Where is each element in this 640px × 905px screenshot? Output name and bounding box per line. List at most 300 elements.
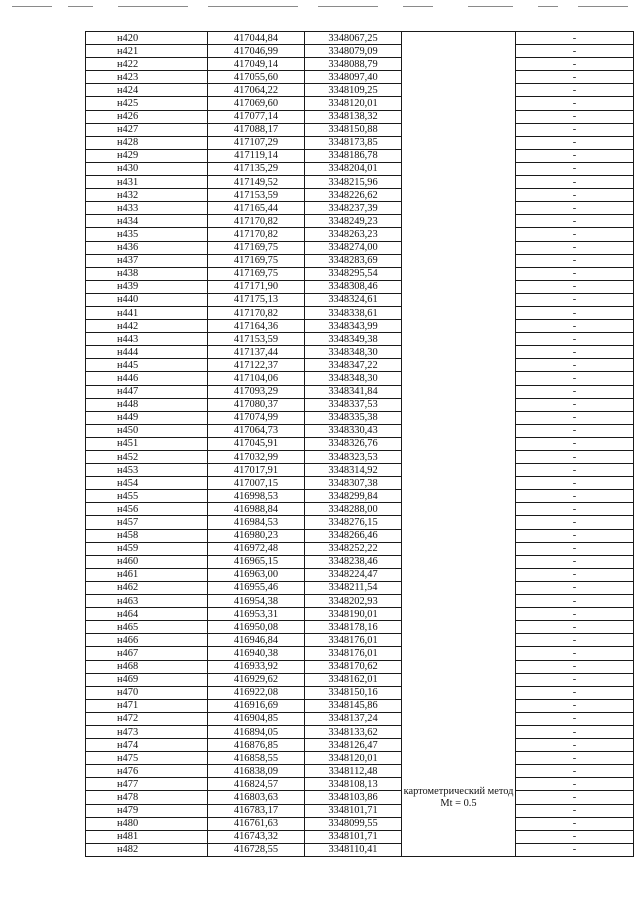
point-id-cell: н444 <box>86 346 208 359</box>
mark-cell: - <box>516 647 634 660</box>
x-coordinate-cell: 417093,29 <box>208 385 305 398</box>
y-coordinate-cell: 3348088,79 <box>305 58 402 71</box>
x-coordinate-cell: 417069,60 <box>208 97 305 110</box>
mark-cell: - <box>516 595 634 608</box>
point-id-cell: н479 <box>86 804 208 817</box>
mark-cell: - <box>516 398 634 411</box>
mark-cell: - <box>516 149 634 162</box>
y-coordinate-cell: 3348150,16 <box>305 686 402 699</box>
point-id-cell: н450 <box>86 424 208 437</box>
y-coordinate-cell: 3348103,86 <box>305 791 402 804</box>
table-row <box>86 595 634 608</box>
x-coordinate-cell: 417137,44 <box>208 346 305 359</box>
point-id-cell: н428 <box>86 136 208 149</box>
mark-cell: - <box>516 424 634 437</box>
coordinates-table <box>85 31 634 857</box>
x-coordinate-cell: 417169,75 <box>208 267 305 280</box>
point-id-cell: н460 <box>86 555 208 568</box>
mark-cell: - <box>516 385 634 398</box>
mark-cell: - <box>516 555 634 568</box>
mark-cell: - <box>516 725 634 738</box>
mark-cell: - <box>516 739 634 752</box>
point-id-cell: н423 <box>86 71 208 84</box>
table-row <box>86 804 634 817</box>
x-coordinate-cell: 416980,23 <box>208 529 305 542</box>
mark-cell: - <box>516 202 634 215</box>
y-coordinate-cell: 3348112,48 <box>305 765 402 778</box>
y-coordinate-cell: 3348138,32 <box>305 110 402 123</box>
point-id-cell: н445 <box>86 359 208 372</box>
x-coordinate-cell: 417169,75 <box>208 254 305 267</box>
y-coordinate-cell: 3348249,23 <box>305 215 402 228</box>
y-coordinate-cell: 3348324,61 <box>305 293 402 306</box>
y-coordinate-cell: 3348274,00 <box>305 241 402 254</box>
mark-cell: - <box>516 84 634 97</box>
x-coordinate-cell: 416963,00 <box>208 568 305 581</box>
x-coordinate-cell: 417064,22 <box>208 84 305 97</box>
point-id-cell: н462 <box>86 581 208 594</box>
table-row <box>86 503 634 516</box>
table-row <box>86 621 634 634</box>
table-row <box>86 568 634 581</box>
point-id-cell: н430 <box>86 162 208 175</box>
mark-cell: - <box>516 254 634 267</box>
x-coordinate-cell: 417017,91 <box>208 464 305 477</box>
point-id-cell: н452 <box>86 451 208 464</box>
table-row <box>86 542 634 555</box>
mark-cell: - <box>516 411 634 424</box>
table-row <box>86 254 634 267</box>
point-id-cell: н441 <box>86 306 208 319</box>
x-coordinate-cell: 417170,82 <box>208 306 305 319</box>
x-coordinate-cell: 416803,63 <box>208 791 305 804</box>
table-row <box>86 162 634 175</box>
point-id-cell: н474 <box>86 739 208 752</box>
x-coordinate-cell: 416761,63 <box>208 817 305 830</box>
point-id-cell: н440 <box>86 293 208 306</box>
table-row <box>86 424 634 437</box>
table-row <box>86 123 634 136</box>
x-coordinate-cell: 417088,17 <box>208 123 305 136</box>
mark-cell: - <box>516 306 634 319</box>
point-id-cell: н454 <box>86 477 208 490</box>
x-coordinate-cell: 417170,82 <box>208 228 305 241</box>
x-coordinate-cell: 417104,06 <box>208 372 305 385</box>
table-row <box>86 686 634 699</box>
point-id-cell: н424 <box>86 84 208 97</box>
mark-cell: - <box>516 372 634 385</box>
table-row <box>86 791 634 804</box>
mark-cell: - <box>516 529 634 542</box>
point-id-cell: н427 <box>86 123 208 136</box>
mark-cell: - <box>516 320 634 333</box>
point-id-cell: н435 <box>86 228 208 241</box>
mark-cell: - <box>516 45 634 58</box>
mark-cell: - <box>516 660 634 673</box>
y-coordinate-cell: 3348348,30 <box>305 346 402 359</box>
x-coordinate-cell: 417064,73 <box>208 424 305 437</box>
mark-cell: - <box>516 791 634 804</box>
mark-cell: - <box>516 608 634 621</box>
mark-cell: - <box>516 97 634 110</box>
mark-cell: - <box>516 215 634 228</box>
y-coordinate-cell: 3348101,71 <box>305 804 402 817</box>
x-coordinate-cell: 416946,84 <box>208 634 305 647</box>
y-coordinate-cell: 3348338,61 <box>305 306 402 319</box>
x-coordinate-cell: 416972,48 <box>208 542 305 555</box>
table-row <box>86 437 634 450</box>
x-coordinate-cell: 416929,62 <box>208 673 305 686</box>
y-coordinate-cell: 3348348,30 <box>305 372 402 385</box>
table-row <box>86 817 634 830</box>
y-coordinate-cell: 3348211,54 <box>305 581 402 594</box>
point-id-cell: н477 <box>86 778 208 791</box>
y-coordinate-cell: 3348170,62 <box>305 660 402 673</box>
x-coordinate-cell: 417165,44 <box>208 202 305 215</box>
table-row <box>86 149 634 162</box>
y-coordinate-cell: 3348266,46 <box>305 529 402 542</box>
table-row <box>86 529 634 542</box>
y-coordinate-cell: 3348337,53 <box>305 398 402 411</box>
y-coordinate-cell: 3348120,01 <box>305 752 402 765</box>
point-id-cell: н443 <box>86 333 208 346</box>
table-row <box>86 110 634 123</box>
x-coordinate-cell: 416998,53 <box>208 490 305 503</box>
table-row <box>86 765 634 778</box>
table-row <box>86 673 634 686</box>
point-id-cell: н459 <box>86 542 208 555</box>
point-id-cell: н470 <box>86 686 208 699</box>
table-row <box>86 634 634 647</box>
point-id-cell: н466 <box>86 634 208 647</box>
table-row <box>86 176 634 189</box>
point-id-cell: н457 <box>86 516 208 529</box>
y-coordinate-cell: 3348067,25 <box>305 32 402 45</box>
y-coordinate-cell: 3348237,39 <box>305 202 402 215</box>
x-coordinate-cell: 417074,99 <box>208 411 305 424</box>
x-coordinate-cell: 416950,08 <box>208 621 305 634</box>
x-coordinate-cell: 417170,82 <box>208 215 305 228</box>
point-id-cell: н426 <box>86 110 208 123</box>
table-row <box>86 699 634 712</box>
table-row <box>86 843 634 856</box>
y-coordinate-cell: 3348308,46 <box>305 280 402 293</box>
point-id-cell: н468 <box>86 660 208 673</box>
point-id-cell: н432 <box>86 189 208 202</box>
mark-cell: - <box>516 804 634 817</box>
y-coordinate-cell: 3348109,25 <box>305 84 402 97</box>
y-coordinate-cell: 3348283,69 <box>305 254 402 267</box>
mark-cell: - <box>516 267 634 280</box>
x-coordinate-cell: 416894,05 <box>208 725 305 738</box>
coordinates-table-body <box>86 32 634 857</box>
point-id-cell: н482 <box>86 843 208 856</box>
x-coordinate-cell: 417045,91 <box>208 437 305 450</box>
table-row <box>86 752 634 765</box>
point-id-cell: н451 <box>86 437 208 450</box>
x-coordinate-cell: 416940,38 <box>208 647 305 660</box>
table-row <box>86 477 634 490</box>
mark-cell: - <box>516 136 634 149</box>
y-coordinate-cell: 3348349,38 <box>305 333 402 346</box>
mark-cell: - <box>516 451 634 464</box>
point-id-cell: н425 <box>86 97 208 110</box>
point-id-cell: н438 <box>86 267 208 280</box>
x-coordinate-cell: 416858,55 <box>208 752 305 765</box>
x-coordinate-cell: 416838,09 <box>208 765 305 778</box>
table-row <box>86 398 634 411</box>
mark-cell: - <box>516 228 634 241</box>
table-row <box>86 293 634 306</box>
x-coordinate-cell: 416783,17 <box>208 804 305 817</box>
x-coordinate-cell: 417175,13 <box>208 293 305 306</box>
mark-cell: - <box>516 542 634 555</box>
table-row <box>86 333 634 346</box>
x-coordinate-cell: 417049,14 <box>208 58 305 71</box>
table-row <box>86 778 634 791</box>
mark-cell: - <box>516 673 634 686</box>
table-row <box>86 136 634 149</box>
point-id-cell: н437 <box>86 254 208 267</box>
y-coordinate-cell: 3348238,46 <box>305 555 402 568</box>
y-coordinate-cell: 3348176,01 <box>305 634 402 647</box>
table-row <box>86 280 634 293</box>
table-row <box>86 346 634 359</box>
table-row <box>86 608 634 621</box>
table-row <box>86 725 634 738</box>
x-coordinate-cell: 417153,59 <box>208 333 305 346</box>
y-coordinate-cell: 3348335,38 <box>305 411 402 424</box>
point-id-cell: н465 <box>86 621 208 634</box>
y-coordinate-cell: 3348288,00 <box>305 503 402 516</box>
mark-cell: - <box>516 464 634 477</box>
mark-cell: - <box>516 503 634 516</box>
point-id-cell: н458 <box>86 529 208 542</box>
x-coordinate-cell: 416933,92 <box>208 660 305 673</box>
y-coordinate-cell: 3348204,01 <box>305 162 402 175</box>
table-row <box>86 411 634 424</box>
mark-cell: - <box>516 32 634 45</box>
y-coordinate-cell: 3348343,99 <box>305 320 402 333</box>
x-coordinate-cell: 417119,14 <box>208 149 305 162</box>
y-coordinate-cell: 3348108,13 <box>305 778 402 791</box>
x-coordinate-cell: 416954,38 <box>208 595 305 608</box>
y-coordinate-cell: 3348178,16 <box>305 621 402 634</box>
point-id-cell: н442 <box>86 320 208 333</box>
mark-cell: - <box>516 752 634 765</box>
point-id-cell: н473 <box>86 725 208 738</box>
table-row <box>86 241 634 254</box>
x-coordinate-cell: 417055,60 <box>208 71 305 84</box>
x-coordinate-cell: 417032,99 <box>208 451 305 464</box>
y-coordinate-cell: 3348323,53 <box>305 451 402 464</box>
x-coordinate-cell: 416988,84 <box>208 503 305 516</box>
y-coordinate-cell: 3348120,01 <box>305 97 402 110</box>
x-coordinate-cell: 417122,37 <box>208 359 305 372</box>
x-coordinate-cell: 417171,90 <box>208 280 305 293</box>
point-id-cell: н439 <box>86 280 208 293</box>
x-coordinate-cell: 417007,15 <box>208 477 305 490</box>
mark-cell: - <box>516 359 634 372</box>
mark-cell: - <box>516 765 634 778</box>
mark-cell: - <box>516 346 634 359</box>
x-coordinate-cell: 416916,69 <box>208 699 305 712</box>
mark-cell: - <box>516 634 634 647</box>
mark-cell: - <box>516 778 634 791</box>
table-row <box>86 32 634 45</box>
y-coordinate-cell: 3348176,01 <box>305 647 402 660</box>
scan-header-artifact <box>8 3 632 11</box>
y-coordinate-cell: 3348314,92 <box>305 464 402 477</box>
mark-cell: - <box>516 293 634 306</box>
point-id-cell: н469 <box>86 673 208 686</box>
y-coordinate-cell: 3348079,09 <box>305 45 402 58</box>
y-coordinate-cell: 3348110,41 <box>305 843 402 856</box>
y-coordinate-cell: 3348252,22 <box>305 542 402 555</box>
x-coordinate-cell: 417046,99 <box>208 45 305 58</box>
y-coordinate-cell: 3348162,01 <box>305 673 402 686</box>
y-coordinate-cell: 3348299,84 <box>305 490 402 503</box>
point-id-cell: н464 <box>86 608 208 621</box>
x-coordinate-cell: 416876,85 <box>208 739 305 752</box>
point-id-cell: н420 <box>86 32 208 45</box>
point-id-cell: н478 <box>86 791 208 804</box>
table-row <box>86 581 634 594</box>
mark-cell: - <box>516 333 634 346</box>
y-coordinate-cell: 3348137,24 <box>305 712 402 725</box>
x-coordinate-cell: 416984,53 <box>208 516 305 529</box>
x-coordinate-cell: 416922,08 <box>208 686 305 699</box>
point-id-cell: н461 <box>86 568 208 581</box>
table-row <box>86 830 634 843</box>
x-coordinate-cell: 417164,36 <box>208 320 305 333</box>
table-row <box>86 215 634 228</box>
y-coordinate-cell: 3348330,43 <box>305 424 402 437</box>
y-coordinate-cell: 3348276,15 <box>305 516 402 529</box>
mark-cell: - <box>516 71 634 84</box>
point-id-cell: н447 <box>86 385 208 398</box>
x-coordinate-cell: 417077,14 <box>208 110 305 123</box>
point-id-cell: н480 <box>86 817 208 830</box>
x-coordinate-cell: 417107,29 <box>208 136 305 149</box>
mark-cell: - <box>516 123 634 136</box>
x-coordinate-cell: 417044,84 <box>208 32 305 45</box>
x-coordinate-cell: 416824,57 <box>208 778 305 791</box>
point-id-cell: н446 <box>86 372 208 385</box>
table-row <box>86 97 634 110</box>
y-coordinate-cell: 3348097,40 <box>305 71 402 84</box>
point-id-cell: н421 <box>86 45 208 58</box>
table-row <box>86 490 634 503</box>
y-coordinate-cell: 3348145,86 <box>305 699 402 712</box>
y-coordinate-cell: 3348295,54 <box>305 267 402 280</box>
y-coordinate-cell: 3348224,47 <box>305 568 402 581</box>
table-row <box>86 372 634 385</box>
mark-cell: - <box>516 516 634 529</box>
mark-cell: - <box>516 437 634 450</box>
mark-cell: - <box>516 817 634 830</box>
mark-cell: - <box>516 490 634 503</box>
y-coordinate-cell: 3348326,76 <box>305 437 402 450</box>
point-id-cell: н476 <box>86 765 208 778</box>
point-id-cell: н472 <box>86 712 208 725</box>
table-row <box>86 84 634 97</box>
mark-cell: - <box>516 712 634 725</box>
y-coordinate-cell: 3348202,93 <box>305 595 402 608</box>
table-row <box>86 189 634 202</box>
mark-cell: - <box>516 699 634 712</box>
point-id-cell: н431 <box>86 176 208 189</box>
point-id-cell: н434 <box>86 215 208 228</box>
point-id-cell: н448 <box>86 398 208 411</box>
point-id-cell: н422 <box>86 58 208 71</box>
mark-cell: - <box>516 581 634 594</box>
point-id-cell: н436 <box>86 241 208 254</box>
table-row <box>86 228 634 241</box>
point-id-cell: н453 <box>86 464 208 477</box>
y-coordinate-cell: 3348133,62 <box>305 725 402 738</box>
mark-cell: - <box>516 477 634 490</box>
x-coordinate-cell: 417153,59 <box>208 189 305 202</box>
method-note-cell: картометрический метод Mt = 0.5 <box>402 32 516 857</box>
table-row <box>86 45 634 58</box>
point-id-cell: н456 <box>86 503 208 516</box>
mark-cell: - <box>516 621 634 634</box>
mark-cell: - <box>516 162 634 175</box>
point-id-cell: н433 <box>86 202 208 215</box>
y-coordinate-cell: 3348215,96 <box>305 176 402 189</box>
x-coordinate-cell: 417149,52 <box>208 176 305 189</box>
mark-cell: - <box>516 58 634 71</box>
point-id-cell: н463 <box>86 595 208 608</box>
table-row <box>86 712 634 725</box>
table-row <box>86 359 634 372</box>
table-row <box>86 451 634 464</box>
x-coordinate-cell: 416965,15 <box>208 555 305 568</box>
y-coordinate-cell: 3348307,38 <box>305 477 402 490</box>
y-coordinate-cell: 3348226,62 <box>305 189 402 202</box>
table-row <box>86 267 634 280</box>
table-row <box>86 71 634 84</box>
x-coordinate-cell: 416743,32 <box>208 830 305 843</box>
mark-cell: - <box>516 280 634 293</box>
table-row <box>86 739 634 752</box>
point-id-cell: н471 <box>86 699 208 712</box>
table-row <box>86 647 634 660</box>
x-coordinate-cell: 417169,75 <box>208 241 305 254</box>
mark-cell: - <box>516 843 634 856</box>
x-coordinate-cell: 416728,55 <box>208 843 305 856</box>
point-id-cell: н429 <box>86 149 208 162</box>
y-coordinate-cell: 3348190,01 <box>305 608 402 621</box>
x-coordinate-cell: 417135,29 <box>208 162 305 175</box>
point-id-cell: н467 <box>86 647 208 660</box>
table-row <box>86 320 634 333</box>
y-coordinate-cell: 3348186,78 <box>305 149 402 162</box>
table-row <box>86 555 634 568</box>
y-coordinate-cell: 3348099,55 <box>305 817 402 830</box>
mark-cell: - <box>516 568 634 581</box>
x-coordinate-cell: 417080,37 <box>208 398 305 411</box>
table-row <box>86 58 634 71</box>
x-coordinate-cell: 416904,85 <box>208 712 305 725</box>
mark-cell: - <box>516 189 634 202</box>
x-coordinate-cell: 416955,46 <box>208 581 305 594</box>
mark-cell: - <box>516 241 634 254</box>
mark-cell: - <box>516 176 634 189</box>
point-id-cell: н481 <box>86 830 208 843</box>
y-coordinate-cell: 3348263,23 <box>305 228 402 241</box>
